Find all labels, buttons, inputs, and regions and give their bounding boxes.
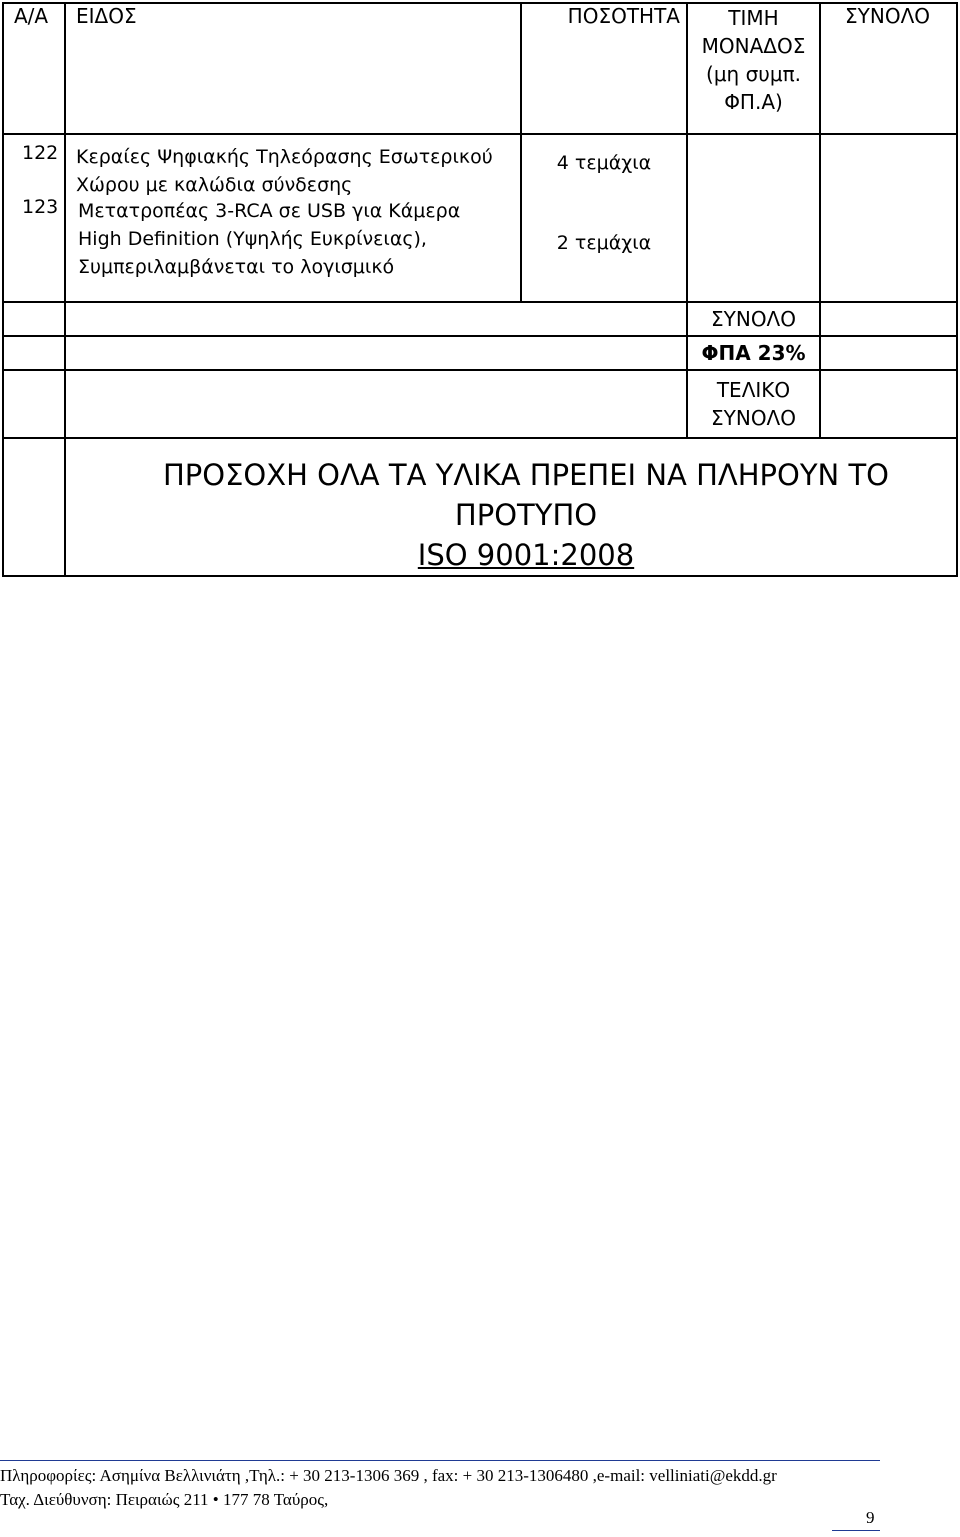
item-description-line: Κεραίες Ψηφιακής Τηλεόρασης Εσωτερικού xyxy=(76,146,493,168)
header-unit-price-line3: (μη συμπ. xyxy=(706,62,801,86)
item-description xyxy=(76,197,520,281)
summary-teliko-value xyxy=(820,370,957,438)
page-number: 9 xyxy=(866,1508,875,1527)
item-description-line: Μετατροπέας 3-RCA σε USB για Κάμερα xyxy=(78,200,461,222)
item-description-line: Συμπεριλαμβάνεται το λογισμικό xyxy=(78,256,395,278)
item-description-line: Χώρου με καλώδια σύνδεσης xyxy=(76,174,353,196)
item-description-line: High Definition (Υψηλής Ευκρίνειας), xyxy=(78,228,427,250)
header-unit-price-line1: ΤΙΜΗ xyxy=(728,6,779,30)
empty-cell xyxy=(3,336,65,370)
item-description xyxy=(76,143,520,197)
header-unit-price-line2: ΜΟΝΑΔΟΣ xyxy=(701,34,806,58)
empty-cell xyxy=(3,302,65,336)
summary-teliko-label xyxy=(687,370,820,438)
items-table xyxy=(2,2,958,577)
total-cell xyxy=(820,134,957,302)
summary-fpa-label: ΦΠΑ 23% xyxy=(687,336,820,370)
quantity-cell xyxy=(521,134,687,302)
item-quantity: 4 τεμάχια xyxy=(556,152,652,174)
footer xyxy=(0,1464,900,1512)
header-synolo: ΣΥΝΟΛΟ xyxy=(820,3,957,134)
table-row xyxy=(3,134,957,302)
header-row xyxy=(3,3,957,134)
notice-text: ΠΡΟΣΟΧΗ ΟΛΑ ΤΑ ΥΛΙΚΑ ΠΡΕΠΕΙ ΝΑ ΠΛΗΡΟΥΝ ΤΟ ΠΡΟΤΥΠΟ xyxy=(162,458,890,532)
footer-address: Ταχ. Διεύθυνση: Πειραιώς 211 • 177 78 Ταύρος, xyxy=(0,1490,329,1509)
notice-row xyxy=(3,438,957,576)
summary-synolo-value xyxy=(820,302,957,336)
footer-rule xyxy=(0,1460,880,1461)
unit-price-cell xyxy=(687,134,820,302)
aa-cell xyxy=(3,134,65,302)
header-unit-price-line4: ΦΠ.Α) xyxy=(724,90,783,114)
summary-synolo-label: ΣΥΝΟΛΟ xyxy=(687,302,820,336)
header-unit-price xyxy=(687,3,820,134)
notice-iso-standard: ISO 9001:2008 xyxy=(417,538,635,572)
summary-row-synolo xyxy=(3,302,957,336)
summary-row-teliko xyxy=(3,370,957,438)
summary-row-fpa xyxy=(3,336,957,370)
item-aa: 122 xyxy=(22,142,59,164)
empty-cell xyxy=(65,336,687,370)
header-posotita: ΠΟΣΟΤΗΤΑ xyxy=(521,3,687,134)
page-number-rule xyxy=(832,1530,880,1531)
empty-cell xyxy=(3,438,65,576)
footer-contact-info: Πληροφορίες: Ασημίνα Βελλινιάτη ,Τηλ.: + 30 213-1306 369 , fax: + 30 213-1306480 ,e-mail: velliniati@ekdd.gr xyxy=(0,1466,777,1485)
item-quantity: 2 τεμάχια xyxy=(556,232,652,254)
header-aa: Α/Α xyxy=(3,3,65,134)
notice-cell xyxy=(65,438,957,576)
summary-teliko-line: ΣΥΝΟΛΟ xyxy=(711,406,796,430)
summary-fpa-value xyxy=(820,336,957,370)
empty-cell xyxy=(65,370,687,438)
empty-cell xyxy=(3,370,65,438)
empty-cell xyxy=(65,302,687,336)
header-eidos: ΕΙΔΟΣ xyxy=(65,3,521,134)
summary-teliko-line: ΤΕΛΙΚΟ xyxy=(716,378,791,402)
item-aa: 123 xyxy=(22,196,59,218)
description-cell xyxy=(65,134,521,302)
